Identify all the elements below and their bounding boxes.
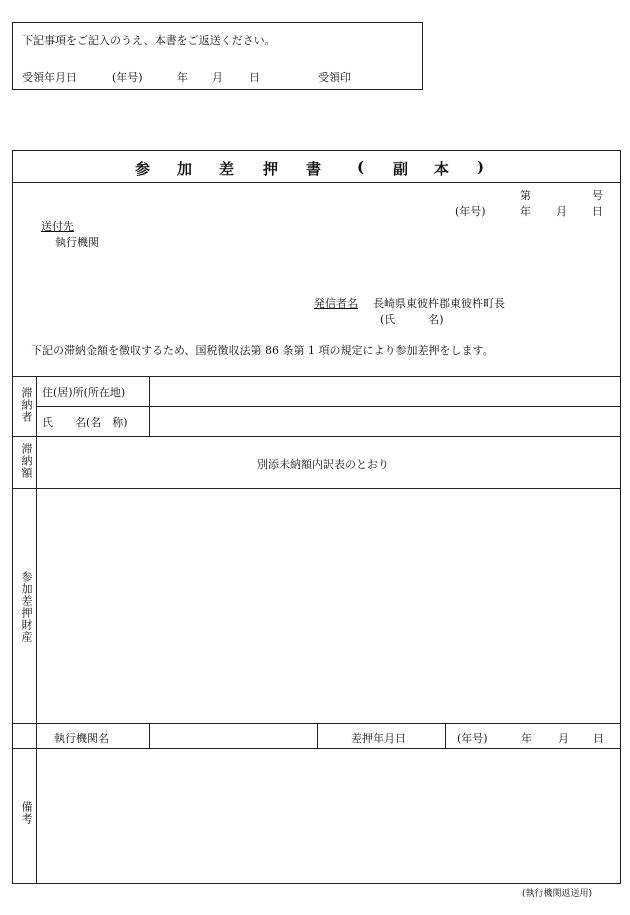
divider: [36, 406, 620, 407]
agency-label: 執行機関名: [54, 732, 109, 745]
title-char: 本: [434, 160, 450, 178]
cell-divider: [317, 723, 318, 748]
property-label: 参加差押財産: [20, 571, 33, 643]
seizure-month: 月: [558, 732, 569, 745]
divider: [13, 376, 620, 377]
label-column-divider: [36, 748, 37, 883]
cell-divider: [149, 723, 150, 748]
statement: 下記の滞納金額を徴収するため、国税徴収法第 86 条第 1 項の規定により参加差押をします。: [31, 344, 494, 357]
sender-label: 発信者名: [314, 297, 358, 310]
seizure-date-label: 差押年月日: [351, 732, 406, 745]
doc-date-era: (年号): [455, 205, 486, 218]
title-char: ): [477, 158, 485, 176]
received-era: (年号): [112, 71, 143, 84]
receipt-instruction: 下記事項をご記入のうえ、本書をご返送ください。: [22, 34, 276, 47]
title-char: 押: [263, 160, 279, 178]
seizure-day: 日: [593, 732, 604, 745]
remarks-label: 備考: [20, 801, 33, 825]
title-char: 差: [219, 160, 235, 178]
received-year: 年: [177, 71, 188, 84]
amount-label: 滞納額: [20, 443, 33, 479]
cell-divider: [445, 723, 446, 748]
address-label: 住(居)所(所在地): [42, 386, 126, 399]
received-month: 月: [212, 71, 223, 84]
received-date-label: 受領年月日: [22, 71, 77, 84]
title-char: 書: [306, 160, 322, 178]
divider: [13, 488, 620, 489]
received-day: 日: [249, 71, 260, 84]
delinquent-label: 滞納者: [20, 387, 33, 423]
doc-number-go: 号: [592, 189, 603, 202]
footer-note: (執行機関返送用): [522, 889, 593, 899]
divider: [13, 748, 620, 749]
title-char: 加: [177, 160, 193, 178]
seizure-era: (年号): [457, 732, 488, 745]
seizure-year: 年: [521, 732, 532, 745]
receipt-box: [12, 22, 423, 90]
title-char: (: [357, 158, 365, 176]
sender-name-paren: (氏 名): [380, 313, 444, 326]
doc-date-month: 月: [556, 205, 567, 218]
amount-text: 別添未納額内訳表のとおり: [257, 458, 389, 471]
name-label: 氏 名(名 称): [42, 416, 128, 429]
doc-date-day: 日: [592, 205, 603, 218]
recipient-value: 執行機関: [55, 236, 99, 249]
sender-value: 長崎県東彼杵郡東彼杵町長: [373, 297, 505, 310]
doc-date-year: 年: [520, 205, 531, 218]
divider: [13, 436, 620, 437]
recipient-label: 送付先: [41, 220, 74, 233]
received-seal: 受領印: [318, 71, 351, 84]
title-char: 副: [393, 160, 409, 178]
divider: [13, 182, 620, 183]
participation-seizure-form: [12, 150, 621, 884]
doc-number-dai: 第: [520, 189, 531, 202]
title-char: 参: [135, 160, 151, 178]
